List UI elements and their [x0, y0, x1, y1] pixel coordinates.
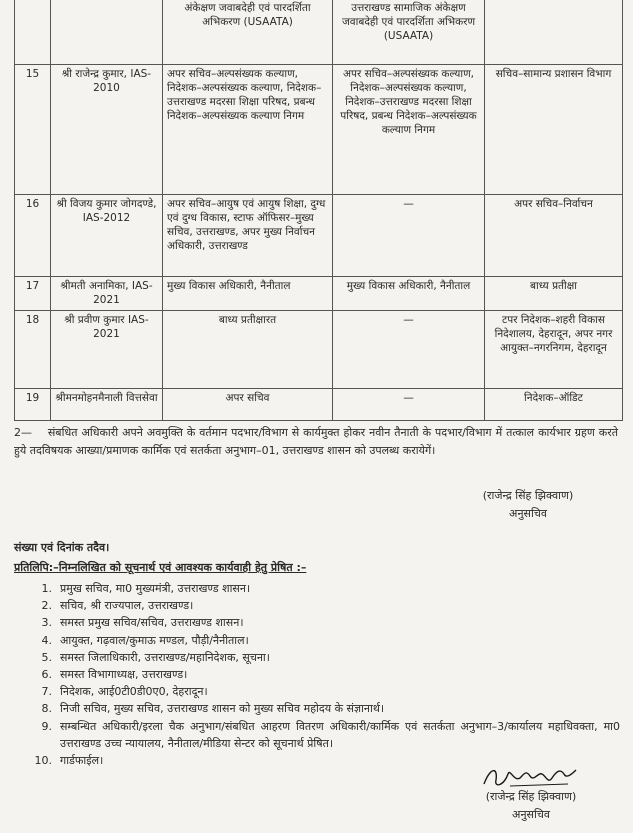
- table-row: [15, 389, 623, 421]
- item-number: 5.: [41, 650, 52, 664]
- current-post: अंकेक्षण जवाबदेही एवं पारदर्शिता अभिकरण (USAATA): [163, 0, 333, 65]
- table-row: [15, 311, 623, 389]
- item-text: प्रमुख सचिव, मा0 मुख्यमंत्री, उत्तराखण्ड शासन।: [60, 582, 251, 595]
- current-post: अपर सचिव–आयुष एवं आयुष शिक्षा, दुग्ध एवं दुग्ध विकास, स्टाफ ऑफिसर–मुख्य सचिव, उत्तराखण्ड, अपर मुख्य निर्वाचन अधिकारी, उत्तराखण्ड: [163, 195, 333, 277]
- item-number: 8.: [41, 702, 52, 716]
- current-post: अपर सचिव–अल्पसंख्यक कल्याण, निदेशक–अल्पसंख्यक कल्याण, निदेशक–उत्तराखण्ड मदरसा शिक्षा परिषद, प्रबन्ध निदेशक–अल्पसंख्यक कल्याण निगम: [163, 65, 333, 195]
- paragraph-number: 2—: [14, 426, 32, 439]
- table-row: [15, 0, 623, 65]
- relieved-post: —: [333, 311, 485, 389]
- officer-name: श्री राजेन्द्र कुमार, IAS-2010: [51, 65, 163, 195]
- signature-block-1: [458, 487, 598, 523]
- item-number: 7.: [41, 685, 52, 699]
- new-post: बाध्य प्रतीक्षा: [485, 277, 623, 311]
- list-item: [14, 666, 620, 683]
- item-number: 10.: [34, 754, 52, 768]
- transfer-table: [14, 0, 623, 421]
- item-text: समस्त जिलाधिकारी, उत्तराखण्ड/महानिदेशक, सूचना।: [60, 650, 270, 664]
- signatory-title: अनुसचिव: [509, 507, 547, 520]
- serial-number: 15: [15, 65, 51, 195]
- list-item: [14, 683, 620, 700]
- signatory-title: अनुसचिव: [512, 808, 550, 821]
- list-item: [14, 700, 620, 717]
- serial-number: 16: [15, 195, 51, 277]
- list-item: [14, 597, 620, 614]
- new-post: [485, 0, 623, 65]
- signatory-name: (राजेन्द्र सिंह झिक्वाण): [485, 790, 577, 803]
- officer-name: श्री प्रवीण कुमार IAS-2021: [51, 311, 163, 389]
- new-post: अपर सचिव–निर्वाचन: [485, 195, 623, 277]
- officer-name: [51, 0, 163, 65]
- current-post: मुख्य विकास अधिकारी, नैनीताल: [163, 277, 333, 311]
- list-item: [14, 649, 620, 666]
- serial-number: 17: [15, 277, 51, 311]
- list-item: [14, 632, 620, 649]
- item-number: 2.: [41, 599, 52, 613]
- item-number: 1.: [41, 582, 52, 595]
- new-post: निदेशक–ऑडिट: [485, 389, 623, 421]
- officer-name: श्रीमती अनामिका, IAS-2021: [51, 277, 163, 311]
- relieved-post: मुख्य विकास अधिकारी, नैनीताल: [333, 277, 485, 311]
- table-row: [15, 195, 623, 277]
- list-item: [14, 718, 620, 752]
- relieved-post: —: [333, 195, 485, 277]
- paragraph-text: संबधित अधिकारी अपने अवमुक्ति के वर्तमान पदभार/विभाग से कार्यमुक्त होकर नवीन तैनाती के पदभार/विभाग में तत्काल कार्यभार ग्रहण करते हुये तदविषयक आख्या/प्रमाणक कार्मिक एवं सतर्कता अनुभाग–01, उत्तराखण्ड शासन को उपलब्ध करायेगें।: [14, 426, 618, 457]
- copy-to-text: निम्नलिखित को सूचनार्थ एवं आवश्यक कार्यवाही हेतु प्रेषित :–: [58, 561, 307, 574]
- current-post: बाध्य प्रतीक्षारत: [163, 311, 333, 389]
- current-post: अपर सचिव: [163, 389, 333, 421]
- item-text: निदेशक, आई0टी0डी0ए0, देहरादून।: [60, 685, 208, 699]
- relieved-post: अपर सचिव–अल्पसंख्यक कल्याण, निदेशक–अल्पसंख्यक कल्याण, निदेशक–उत्तराखण्ड मदरसा शिक्षा परिषद, प्रबन्ध निदेशक–अल्पसंख्यक कल्याण निगम: [333, 65, 485, 195]
- list-item: [14, 580, 620, 597]
- recipient-list: [14, 580, 620, 769]
- officer-name: श्रीमनमोहनमैनाली वित्तसेवा: [51, 389, 163, 421]
- copy-to-line: [14, 560, 306, 575]
- item-text: गार्डफाईल।: [60, 754, 104, 768]
- instruction-paragraph: [14, 424, 618, 460]
- item-text: समस्त विभागाध्यक्ष, उत्तराखण्ड।: [60, 668, 188, 682]
- reference-line: संख्या एवं दिनांक तदैव।: [14, 541, 110, 554]
- item-text: सचिव, श्री राज्यपाल, उत्तराखण्ड।: [60, 599, 194, 613]
- item-number: 3.: [41, 616, 52, 630]
- list-item: [14, 614, 620, 631]
- item-text: सम्बन्धित अधिकारी/इरला चैक अनुभाग/संबधित आहरण वितरण अधिकारी/कार्मिक एवं सतर्कता अनुभाग–3/कार्यालय महाधिवक्ता, मा0 उत्तराखण्ड उच्च न्यायालय, नैनीताल/मीडिया सेन्टर को सूचनार्थ प्रेषित।: [60, 719, 620, 750]
- serial-number: 18: [15, 311, 51, 389]
- relieved-post: उत्तराखण्ड सामाजिक अंकेक्षण जवाबदेही एवं पारदर्शिता अभिकरण (USAATA): [333, 0, 485, 65]
- serial-number: [15, 0, 51, 65]
- item-text: आयुक्त, गढ़वाल/कुमाऊ मण्डल, पौड़ी/नैनीताल।: [60, 633, 249, 647]
- serial-number: 19: [15, 389, 51, 421]
- table-row: [15, 65, 623, 195]
- officer-name: श्री विजय कुमार जोगदण्डे, IAS-2012: [51, 195, 163, 277]
- item-number: 9.: [41, 719, 52, 733]
- item-text: निजी सचिव, मुख्य सचिव, उत्तराखण्ड शासन को मुख्य सचिव महोदय के संज्ञानार्थ।: [60, 702, 385, 716]
- table-row: [15, 277, 623, 311]
- signature-block-2: [456, 788, 606, 824]
- signatory-name: (राजेन्द्र सिंह झिक्वाण): [482, 489, 574, 502]
- copy-to-label: प्रतिलिपि:–: [14, 561, 59, 574]
- new-post: टपर निदेशक–शहरी विकास निदेशालय, देहरादून, अपर नगर आयुक्त–नगरनिगम, देहरादून: [485, 311, 623, 389]
- item-number: 6.: [41, 668, 52, 682]
- item-text: समस्त प्रमुख सचिव/सचिव, उत्तराखण्ड शासन।: [60, 616, 244, 630]
- relieved-post: —: [333, 389, 485, 421]
- item-number: 4.: [41, 633, 52, 647]
- new-post: सचिव–सामान्य प्रशासन विभाग: [485, 65, 623, 195]
